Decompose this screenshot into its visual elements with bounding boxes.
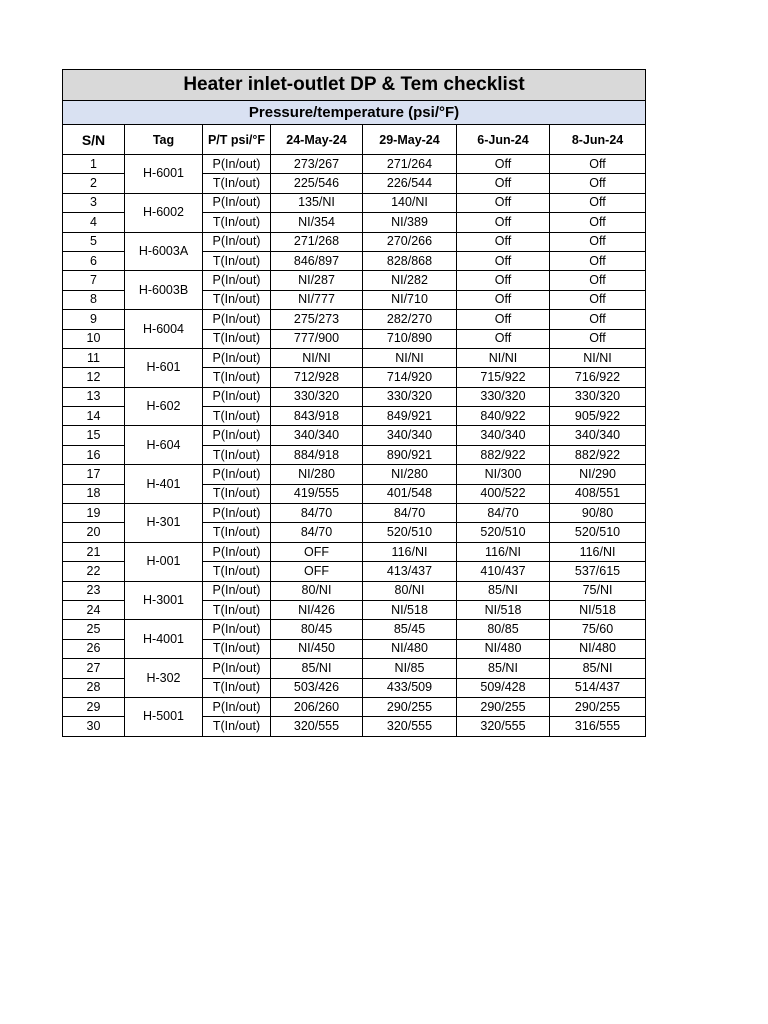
sn-cell: 5 (63, 232, 125, 251)
value-cell: 226/544 (363, 174, 457, 193)
value-cell: 206/260 (271, 697, 363, 716)
value-cell: 401/548 (363, 484, 457, 503)
value-cell: NI/518 (363, 600, 457, 619)
tag-cell: H-301 (125, 504, 203, 543)
value-cell: 828/868 (363, 251, 457, 270)
value-cell: Off (550, 310, 646, 329)
value-cell: 80/45 (271, 620, 363, 639)
value-cell: 270/266 (363, 232, 457, 251)
pt-cell: T(In/out) (203, 445, 271, 464)
tag-cell: H-6002 (125, 193, 203, 232)
value-cell: NI/NI (457, 348, 550, 367)
value-cell: 85/NI (271, 659, 363, 678)
pt-cell: T(In/out) (203, 523, 271, 542)
table-row (63, 465, 646, 484)
pt-cell: T(In/out) (203, 368, 271, 387)
value-cell: 514/437 (550, 678, 646, 697)
sn-cell: 22 (63, 562, 125, 581)
sn-cell: 21 (63, 542, 125, 561)
pt-cell: T(In/out) (203, 290, 271, 309)
pt-cell: P(In/out) (203, 426, 271, 445)
pt-cell: P(In/out) (203, 697, 271, 716)
value-cell: 84/70 (363, 504, 457, 523)
pt-cell: P(In/out) (203, 193, 271, 212)
table-row (63, 155, 646, 174)
value-cell: 116/NI (550, 542, 646, 561)
value-cell: 340/340 (363, 426, 457, 445)
tag-cell: H-4001 (125, 620, 203, 659)
sn-cell: 16 (63, 445, 125, 464)
sn-cell: 17 (63, 465, 125, 484)
value-cell: NI/280 (271, 465, 363, 484)
value-cell: 282/270 (363, 310, 457, 329)
value-cell: 80/NI (271, 581, 363, 600)
value-cell: NI/480 (550, 639, 646, 658)
value-cell: Off (457, 290, 550, 309)
value-cell: NI/290 (550, 465, 646, 484)
value-cell: 80/85 (457, 620, 550, 639)
value-cell: NI/480 (363, 639, 457, 658)
pt-cell: P(In/out) (203, 271, 271, 290)
value-cell: Off (550, 174, 646, 193)
pt-cell: T(In/out) (203, 407, 271, 426)
pt-cell: P(In/out) (203, 465, 271, 484)
header-date-4: 8-Jun-24 (550, 125, 646, 155)
tag-cell: H-6003A (125, 232, 203, 271)
value-cell: 408/551 (550, 484, 646, 503)
value-cell: 340/340 (271, 426, 363, 445)
sn-cell: 12 (63, 368, 125, 387)
table-row (63, 310, 646, 329)
header-date-3: 6-Jun-24 (457, 125, 550, 155)
pt-cell: T(In/out) (203, 174, 271, 193)
value-cell: NI/518 (457, 600, 550, 619)
value-cell: 320/555 (457, 717, 550, 736)
value-cell: 710/890 (363, 329, 457, 348)
value-cell: 715/922 (457, 368, 550, 387)
value-cell: NI/710 (363, 290, 457, 309)
header-pt: P/T psi/°F (203, 125, 271, 155)
pt-cell: T(In/out) (203, 484, 271, 503)
pt-cell: P(In/out) (203, 310, 271, 329)
value-cell: Off (550, 329, 646, 348)
tag-cell: H-302 (125, 659, 203, 698)
value-cell: 320/555 (363, 717, 457, 736)
value-cell: 75/NI (550, 581, 646, 600)
pt-cell: T(In/out) (203, 251, 271, 270)
value-cell: 290/255 (550, 697, 646, 716)
value-cell: Off (457, 310, 550, 329)
value-cell: Off (457, 193, 550, 212)
pt-cell: T(In/out) (203, 329, 271, 348)
value-cell: 85/45 (363, 620, 457, 639)
value-cell: 330/320 (550, 387, 646, 406)
value-cell: 80/NI (363, 581, 457, 600)
pt-cell: P(In/out) (203, 504, 271, 523)
tag-cell: H-602 (125, 387, 203, 426)
value-cell: NI/777 (271, 290, 363, 309)
value-cell: Off (550, 251, 646, 270)
value-cell: 290/255 (457, 697, 550, 716)
value-cell: 714/920 (363, 368, 457, 387)
value-cell: Off (550, 193, 646, 212)
sn-cell: 23 (63, 581, 125, 600)
table-row (63, 542, 646, 561)
sn-cell: 18 (63, 484, 125, 503)
value-cell: 116/NI (457, 542, 550, 561)
table-row (63, 659, 646, 678)
value-cell: 330/320 (457, 387, 550, 406)
value-cell: 537/615 (550, 562, 646, 581)
value-cell: OFF (271, 562, 363, 581)
value-cell: 320/555 (271, 717, 363, 736)
value-cell: Off (550, 155, 646, 174)
sn-cell: 26 (63, 639, 125, 658)
value-cell: NI/85 (363, 659, 457, 678)
value-cell: 503/426 (271, 678, 363, 697)
value-cell: 520/510 (457, 523, 550, 542)
value-cell: NI/426 (271, 600, 363, 619)
value-cell: NI/480 (457, 639, 550, 658)
value-cell: 271/268 (271, 232, 363, 251)
sn-cell: 2 (63, 174, 125, 193)
header-date-1: 24-May-24 (271, 125, 363, 155)
value-cell: 273/267 (271, 155, 363, 174)
pt-cell: T(In/out) (203, 639, 271, 658)
tag-cell: H-401 (125, 465, 203, 504)
value-cell: 271/264 (363, 155, 457, 174)
value-cell: NI/389 (363, 213, 457, 232)
value-cell: 882/922 (457, 445, 550, 464)
sn-cell: 29 (63, 697, 125, 716)
table-row (63, 387, 646, 406)
tag-cell: H-001 (125, 542, 203, 581)
value-cell: Off (457, 213, 550, 232)
sn-cell: 9 (63, 310, 125, 329)
value-cell: OFF (271, 542, 363, 561)
value-cell: 712/928 (271, 368, 363, 387)
value-cell: 140/NI (363, 193, 457, 212)
tag-cell: H-601 (125, 348, 203, 387)
value-cell: NI/518 (550, 600, 646, 619)
header-tag: Tag (125, 125, 203, 155)
sn-cell: 1 (63, 155, 125, 174)
value-cell: 85/NI (550, 659, 646, 678)
checklist-table (62, 69, 646, 737)
value-cell: 843/918 (271, 407, 363, 426)
header-row (63, 125, 646, 155)
value-cell: 116/NI (363, 542, 457, 561)
value-cell: 846/897 (271, 251, 363, 270)
pt-cell: P(In/out) (203, 155, 271, 174)
value-cell: Off (457, 155, 550, 174)
sn-cell: 11 (63, 348, 125, 367)
value-cell: 330/320 (363, 387, 457, 406)
value-cell: 905/922 (550, 407, 646, 426)
value-cell: 85/NI (457, 581, 550, 600)
value-cell: 433/509 (363, 678, 457, 697)
value-cell: 84/70 (271, 523, 363, 542)
sheet-subtitle: Pressure/temperature (psi/°F) (63, 101, 646, 125)
table-row (63, 581, 646, 600)
value-cell: Off (550, 213, 646, 232)
sn-cell: 20 (63, 523, 125, 542)
value-cell: 330/320 (271, 387, 363, 406)
value-cell: 316/555 (550, 717, 646, 736)
tag-cell: H-604 (125, 426, 203, 465)
value-cell: Off (457, 232, 550, 251)
value-cell: Off (550, 232, 646, 251)
value-cell: Off (457, 329, 550, 348)
value-cell: 413/437 (363, 562, 457, 581)
tag-cell: H-6004 (125, 310, 203, 349)
table-row (63, 504, 646, 523)
table-row (63, 232, 646, 251)
table-row (63, 348, 646, 367)
value-cell: Off (550, 271, 646, 290)
value-cell: 509/428 (457, 678, 550, 697)
value-cell: NI/354 (271, 213, 363, 232)
sn-cell: 8 (63, 290, 125, 309)
value-cell: 419/555 (271, 484, 363, 503)
sn-cell: 30 (63, 717, 125, 736)
pt-cell: P(In/out) (203, 620, 271, 639)
pt-cell: P(In/out) (203, 542, 271, 561)
pt-cell: P(In/out) (203, 348, 271, 367)
pt-cell: P(In/out) (203, 659, 271, 678)
value-cell: NI/300 (457, 465, 550, 484)
pt-cell: T(In/out) (203, 213, 271, 232)
value-cell: 882/922 (550, 445, 646, 464)
value-cell: 340/340 (550, 426, 646, 445)
pt-cell: T(In/out) (203, 717, 271, 736)
value-cell: 840/922 (457, 407, 550, 426)
pt-cell: P(In/out) (203, 581, 271, 600)
sn-cell: 15 (63, 426, 125, 445)
value-cell: 135/NI (271, 193, 363, 212)
value-cell: NI/280 (363, 465, 457, 484)
sn-cell: 13 (63, 387, 125, 406)
tag-cell: H-5001 (125, 697, 203, 736)
value-cell: Off (457, 174, 550, 193)
value-cell: NI/287 (271, 271, 363, 290)
table-row (63, 697, 646, 716)
value-cell: 85/NI (457, 659, 550, 678)
pt-cell: T(In/out) (203, 600, 271, 619)
value-cell: 410/437 (457, 562, 550, 581)
table-row (63, 271, 646, 290)
pt-cell: T(In/out) (203, 562, 271, 581)
table-row (63, 620, 646, 639)
value-cell: 90/80 (550, 504, 646, 523)
table-row (63, 426, 646, 445)
value-cell: 890/921 (363, 445, 457, 464)
sn-cell: 25 (63, 620, 125, 639)
sheet-title: Heater inlet-outlet DP & Tem checklist (63, 70, 646, 101)
tag-cell: H-6001 (125, 155, 203, 194)
sn-cell: 19 (63, 504, 125, 523)
value-cell: 75/60 (550, 620, 646, 639)
sn-cell: 27 (63, 659, 125, 678)
pt-cell: P(In/out) (203, 387, 271, 406)
header-sn: S/N (63, 125, 125, 155)
value-cell: 84/70 (271, 504, 363, 523)
value-cell: 290/255 (363, 697, 457, 716)
value-cell: 520/510 (550, 523, 646, 542)
pt-cell: T(In/out) (203, 678, 271, 697)
tag-cell: H-6003B (125, 271, 203, 310)
table-row (63, 193, 646, 212)
value-cell: NI/NI (271, 348, 363, 367)
value-cell: 520/510 (363, 523, 457, 542)
header-date-2: 29-May-24 (363, 125, 457, 155)
value-cell: 849/921 (363, 407, 457, 426)
sn-cell: 10 (63, 329, 125, 348)
value-cell: 340/340 (457, 426, 550, 445)
value-cell: 84/70 (457, 504, 550, 523)
value-cell: NI/NI (363, 348, 457, 367)
value-cell: 400/522 (457, 484, 550, 503)
value-cell: NI/450 (271, 639, 363, 658)
value-cell: 777/900 (271, 329, 363, 348)
tag-cell: H-3001 (125, 581, 203, 620)
sn-cell: 14 (63, 407, 125, 426)
sn-cell: 6 (63, 251, 125, 270)
sn-cell: 28 (63, 678, 125, 697)
sn-cell: 24 (63, 600, 125, 619)
value-cell: 884/918 (271, 445, 363, 464)
pt-cell: P(In/out) (203, 232, 271, 251)
value-cell: 225/546 (271, 174, 363, 193)
value-cell: Off (550, 290, 646, 309)
value-cell: NI/NI (550, 348, 646, 367)
value-cell: 275/273 (271, 310, 363, 329)
sn-cell: 4 (63, 213, 125, 232)
value-cell: Off (457, 251, 550, 270)
value-cell: NI/282 (363, 271, 457, 290)
value-cell: 716/922 (550, 368, 646, 387)
sn-cell: 3 (63, 193, 125, 212)
sn-cell: 7 (63, 271, 125, 290)
value-cell: Off (457, 271, 550, 290)
